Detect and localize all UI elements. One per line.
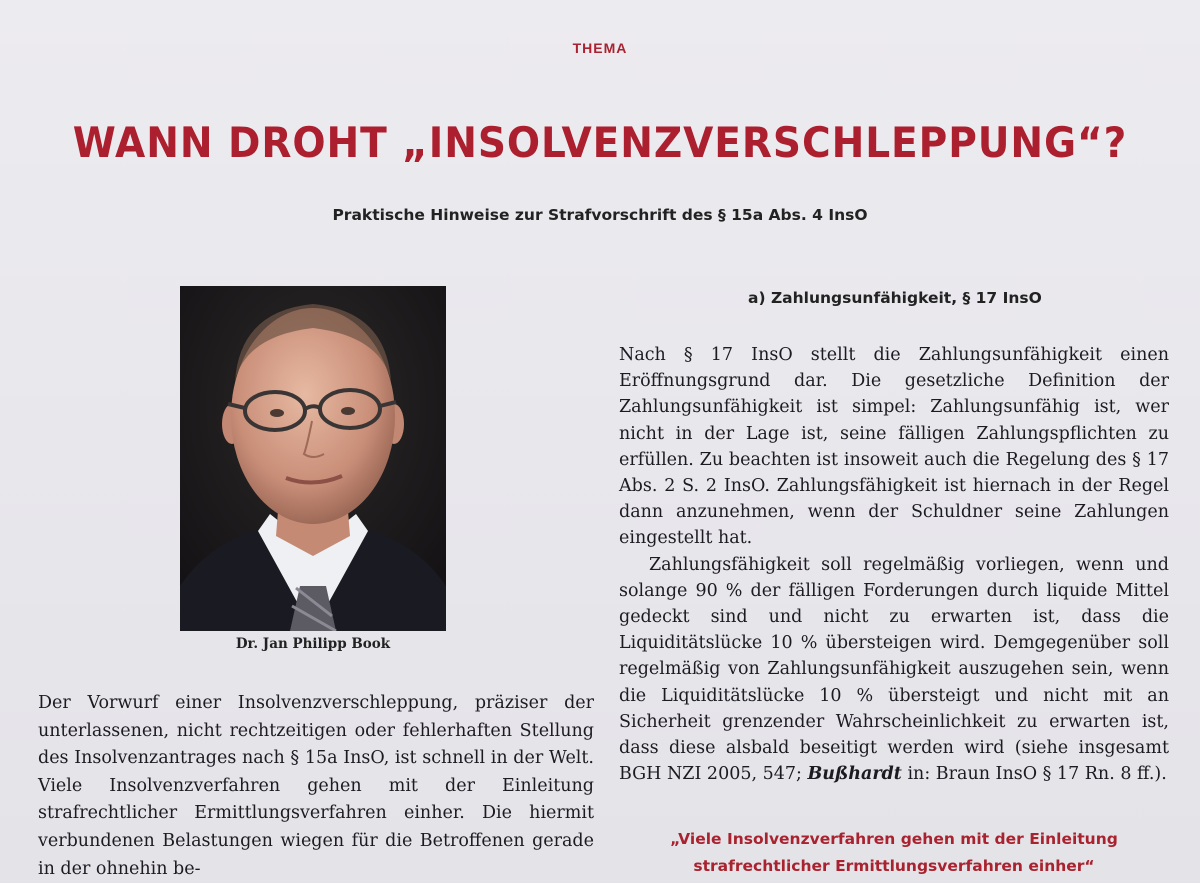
intro-paragraph: Der Vorwurf einer Insolvenzverschleppung, präziser der unterlassenen, nicht rechtzeitigen oder fehlerhaften Stellung des Insolvenzantrages nach § 15a InsO, ist schnell in der Welt. Viele Insolvenzverfahren gehen mit der Einleitung strafrechtlicher Ermittlungsverfahren einher. Die hiermit verbundenen Belastungen wiegen für die Betroffenen gerade in der ohnehin be-: [38, 693, 594, 879]
pull-quote-line-1: „Viele Insolvenzverfahren gehen mit der Einleitung: [670, 830, 1118, 848]
cited-author: Bußhardt: [807, 764, 902, 785]
pull-quote-line-2: strafrechtlicher Ermittlungsverfahren einher“: [693, 857, 1095, 875]
body-paragraph-2: [619, 552, 1169, 788]
article-subtitle: Praktische Hinweise zur Strafvorschrift des § 15a Abs. 4 InsO: [332, 206, 868, 224]
section-kicker: THEMA: [572, 40, 628, 56]
intro-column: [38, 690, 594, 883]
body-paragraph-2-citation: in: Braun InsO § 17 Rn. 8 ff.).: [901, 764, 1167, 785]
article-title: WANN DROHT „INSOLVENZVERSCHLEPPUNG“?: [72, 118, 1128, 167]
author-portrait: [180, 286, 446, 631]
body-column: [619, 342, 1169, 787]
section-heading: a) Zahlungsunfähigkeit, § 17 InsO: [748, 289, 1042, 307]
portrait-caption: Dr. Jan Philipp Book: [235, 636, 391, 652]
body-paragraph-2-text: Zahlungsfähigkeit soll regelmäßig vorliegen, wenn und solange 90 % der fälligen Forderungen durch liquide Mittel gedeckt sind und nicht zu erwarten ist, dass die Liquiditätslücke 10 % übersteigen wird. Demgegenüber soll regelmäßig von Zahlungsunfähigkeit auszugehen sein, wenn die Liquiditätslücke 10 % übersteigt und nicht mit an Sicherheit grenzender Wahrscheinlichkeit zu erwarten ist, dass diese alsbald beseitigt werden wird (siehe insgesamt BGH NZI 2005, 547;: [619, 554, 1169, 785]
pull-quote: [624, 826, 1164, 880]
body-paragraph-1: Nach § 17 InsO stellt die Zahlungsunfähigkeit einen Eröffnungsgrund dar. Die gesetzliche Definition der Zahlungsunfähigkeit ist simpel: Zahlungsunfähig ist, wer nicht in der Lage ist, seine fälligen Zahlungspflichten zu erfüllen. Zu beachten ist insoweit auch die Regelung des § 17 Abs. 2 S. 2 InsO. Zahlungsfähigkeit ist hiernach in der Regel dann anzunehmen, wenn der Schuldner seine Zahlungen eingestellt hat.: [619, 345, 1169, 549]
